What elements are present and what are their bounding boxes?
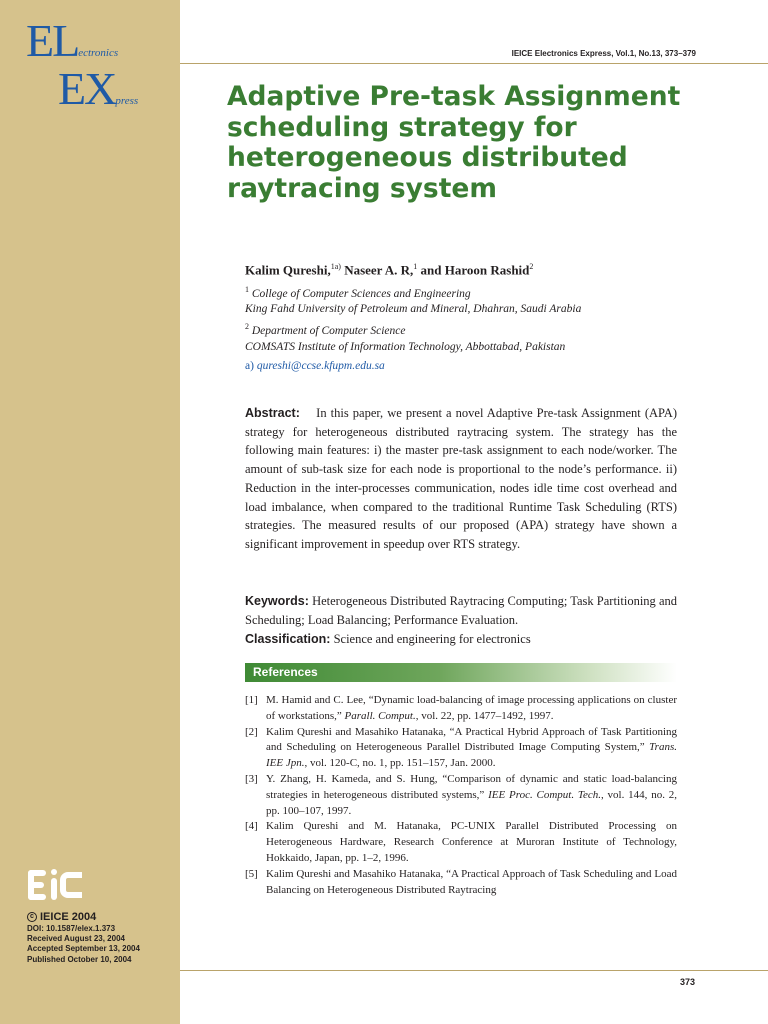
journal-logo-ex bbox=[58, 63, 139, 114]
keywords-text: Heterogeneous Distributed Raytracing Computing; Task Partitioning and Scheduling; Load Balancing; Performance Evaluation. bbox=[245, 594, 678, 627]
reference-details: , vol. 144, no. 2, pp. 100–107, 1997. bbox=[266, 788, 677, 817]
reference-number: [5] bbox=[245, 867, 258, 880]
reference-item bbox=[245, 772, 677, 819]
email-line bbox=[245, 360, 385, 372]
affiliation-line bbox=[245, 303, 581, 315]
email-prefix: a) bbox=[245, 360, 254, 372]
keywords-label: Keywords: bbox=[245, 594, 309, 608]
accepted-date: Accepted September 13, 2004 bbox=[27, 944, 140, 954]
author-name: Kalim Qureshi, bbox=[245, 262, 331, 278]
author-list bbox=[245, 262, 533, 278]
email-link[interactable]: qureshi@ccse.kfupm.edu.sa bbox=[256, 360, 385, 372]
sidebar bbox=[0, 0, 180, 1024]
logo-el-small: ectronics bbox=[78, 47, 119, 59]
received-date: Received August 23, 2004 bbox=[27, 934, 125, 944]
affiliation-line bbox=[245, 341, 565, 353]
affiliation-text: COMSATS Institute of Information Technology, Abbottabad, Pakistan bbox=[245, 341, 566, 353]
footer-rule bbox=[180, 970, 768, 971]
abstract-label: Abstract: bbox=[245, 406, 300, 420]
doi: DOI: 10.1587/elex.1.373 bbox=[27, 924, 116, 933]
reference-item bbox=[245, 867, 677, 899]
affiliation-line bbox=[245, 285, 471, 300]
reference-venue: IEE Proc. Comput. Tech. bbox=[488, 788, 602, 801]
logo-ex-small: press bbox=[115, 95, 139, 107]
abstract bbox=[245, 404, 677, 554]
reference-number: [3] bbox=[245, 772, 258, 785]
reference-item bbox=[245, 725, 677, 772]
reference-details: , vol. 120-C, no. 1, pp. 151–157, Jan. 2000. bbox=[304, 757, 496, 770]
reference-details: , vol. 22, pp. 1477–1492, 1997. bbox=[415, 709, 554, 722]
author-affiliation-mark: 2 bbox=[529, 262, 534, 271]
reference-number: [2] bbox=[245, 725, 258, 738]
reference-number: [1] bbox=[245, 694, 258, 706]
affiliation-text: King Fahd University of Petroleum and Mineral, Dhahran, Saudi Arabia bbox=[245, 303, 582, 315]
reference-text: M. Hamid and C. Lee, “Dynamic load-balancing of image processing applications on cluster of workstations,” bbox=[266, 694, 677, 722]
classification-label: Classification: bbox=[245, 632, 331, 646]
affiliation-text: Department of Computer Science bbox=[249, 324, 406, 337]
author-affiliation-mark: 1a) bbox=[330, 262, 341, 271]
logo-ex-big: EX bbox=[58, 63, 116, 114]
reference-text: Kalim Qureshi and Masahiko Hatanaka, “A Practical Approach of Task Scheduling and Load Balancing on Heterogeneous Distributed Raytracing bbox=[266, 867, 677, 896]
header-rule bbox=[180, 63, 768, 64]
references-heading-bar bbox=[245, 663, 677, 682]
reference-venue: Trans. IEE Jpn. bbox=[266, 741, 677, 770]
keywords bbox=[245, 592, 677, 629]
affiliation-text: College of Computer Sciences and Engineering bbox=[249, 287, 471, 300]
abstract-text: In this paper, we present a novel Adaptive Pre-task Assignment (APA) strategy for heterogeneous distributed raytracing system. The strategy has the following main features: i) the master pre-task assignment to each node/worker. The amount of sub-task size for each node is proportional to the node’s performance. ii) Reduction in the inter-processes communication, nodes idle time cost overhead and load imbalance, when compared to the traditional Runtime Task Scheduling (RTS) strategies. The measured results of our proposed (APA) strategy have shown a significant improvement in speedup over RTS strategy. bbox=[245, 406, 678, 551]
journal-citation: IEICE Electronics Express, Vol.1, No.13, 373–379 bbox=[511, 49, 696, 58]
page-number: 373 bbox=[679, 977, 695, 987]
classification-text: Science and engineering for electronics bbox=[333, 632, 531, 646]
reference-item bbox=[245, 693, 677, 725]
copyright bbox=[27, 911, 140, 924]
author-name: Naseer A. R, bbox=[340, 262, 414, 278]
affiliation-mark: 2 bbox=[245, 322, 249, 331]
paper-title: Adaptive Pre-task Assignment scheduling strategy for heterogeneous distributed raytracing system bbox=[227, 81, 681, 204]
published-date: Published October 10, 2004 bbox=[27, 954, 132, 964]
reference-text: Y. Zhang, H. Kameda, and S. Hung, “Comparison of dynamic and static load-balancing strategies in heterogeneous distributed systems,” bbox=[266, 772, 677, 801]
author-affiliation-mark: 1 bbox=[413, 262, 418, 271]
reference-number: [4] bbox=[245, 820, 258, 833]
reference-item bbox=[245, 819, 677, 866]
reference-text: Kalim Qureshi and M. Hatanaka, PC-UNIX Parallel Distributed Processing on Heterogeneous Hardware, Research Conference at Muroran Institute of Technology, Hokkaido, Japan, pp. 1–2, 1996. bbox=[266, 820, 677, 864]
logo-el-big: EL bbox=[26, 15, 79, 66]
affiliation-mark: 1 bbox=[245, 285, 249, 294]
reference-text: Kalim Qureshi and Masahiko Hatanaka, “A Practical Hybrid Approach of Task Partitioning and Scheduling on Heterogeneous Parallel Distributed Image Computing System,” bbox=[266, 725, 677, 754]
reference-list bbox=[245, 693, 677, 898]
classification bbox=[245, 630, 677, 649]
reference-venue: Parall. Comput. bbox=[344, 709, 416, 722]
copyright-icon: c bbox=[27, 912, 37, 922]
references-heading: References bbox=[253, 665, 318, 679]
eic-logo bbox=[28, 868, 86, 904]
publication-meta bbox=[27, 911, 140, 965]
copyright-text: IEICE 2004 bbox=[40, 911, 97, 923]
journal-logo-el bbox=[26, 15, 119, 66]
author-name: and Haroon Rashid bbox=[417, 262, 530, 278]
affiliation-line bbox=[245, 322, 406, 337]
